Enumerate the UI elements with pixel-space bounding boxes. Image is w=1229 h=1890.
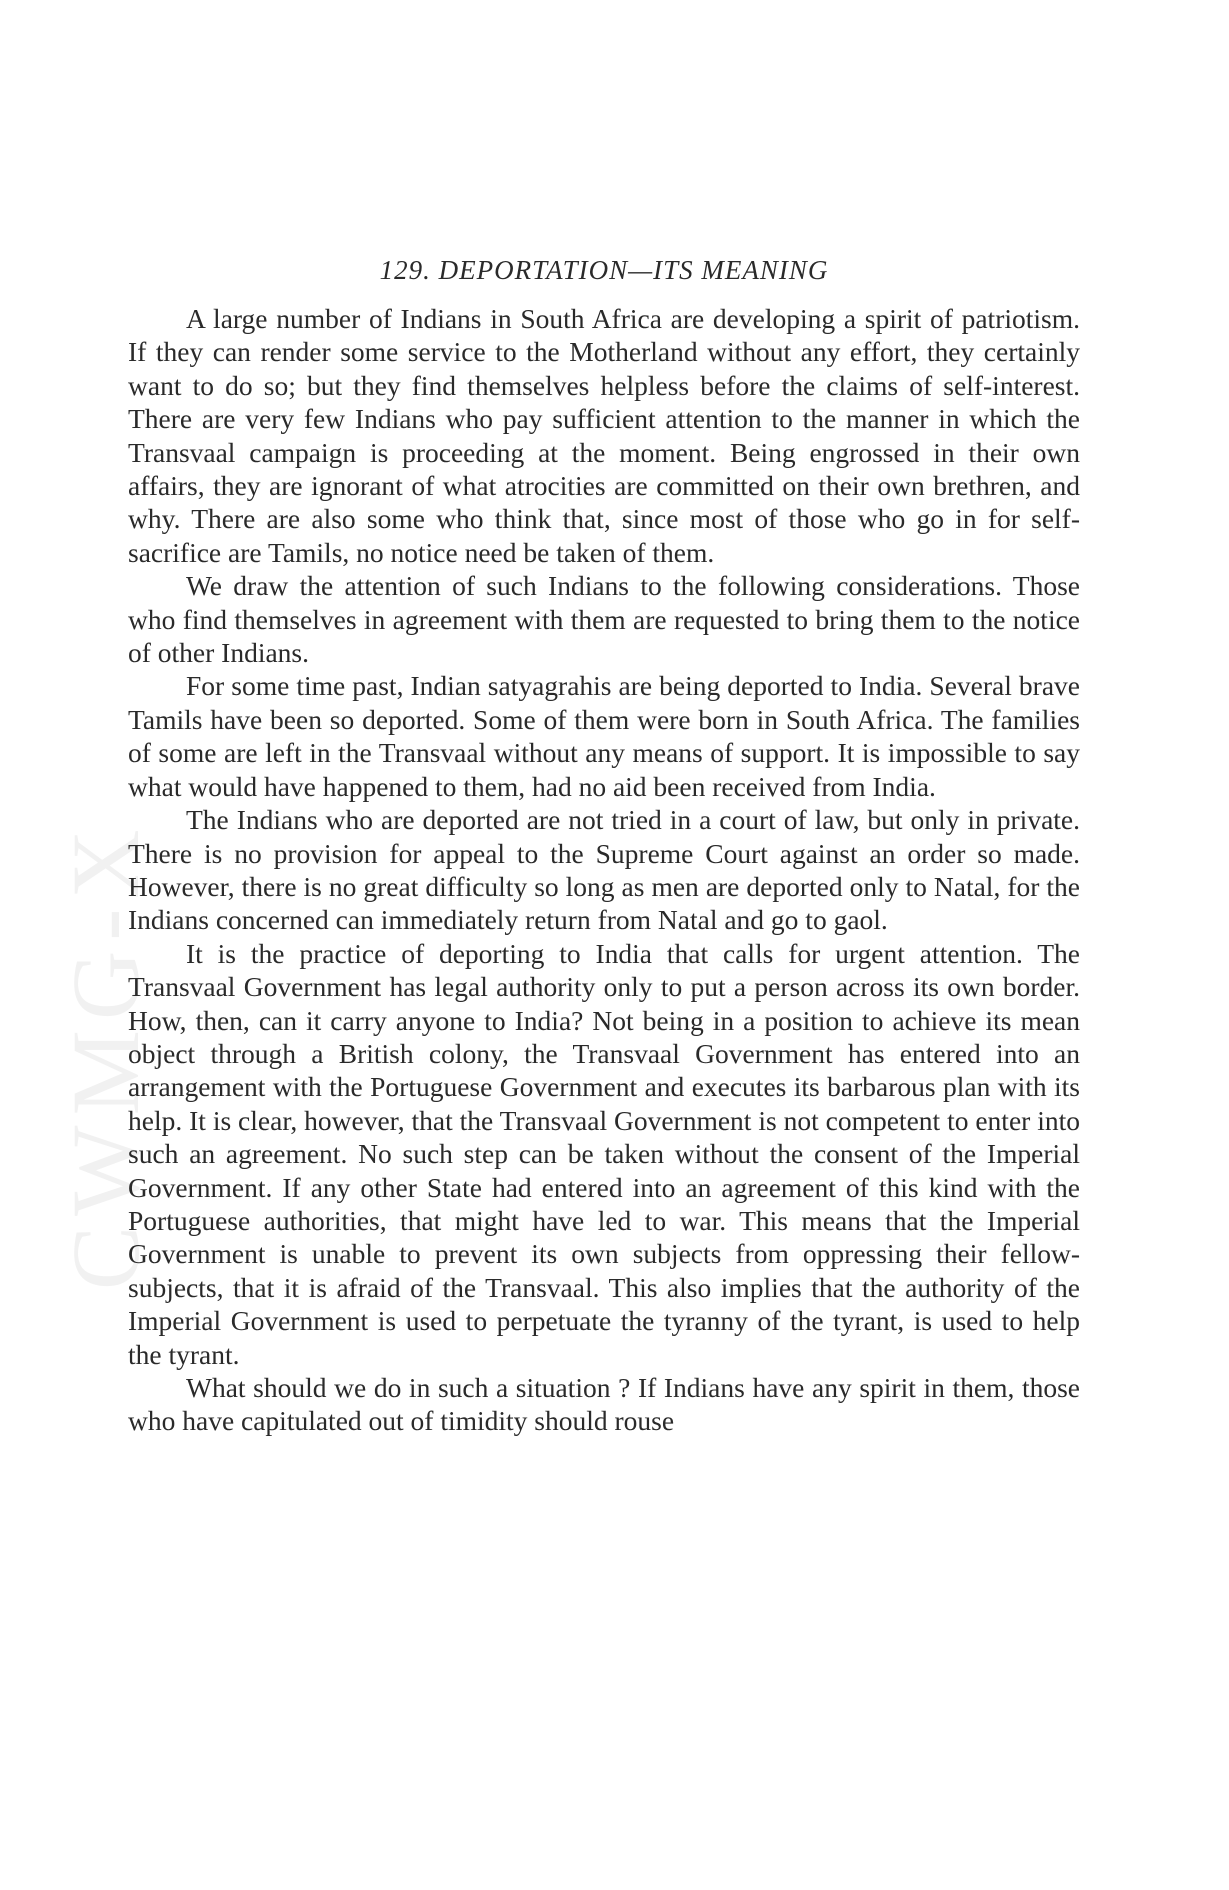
paragraph-2: We draw the attention of such Indians to the following considerations. Those who find themselves in agreement with them are requested to bring them to the notice of other Indians. [128, 570, 1080, 669]
paragraph-4: The Indians who are deported are not tried in a court of law, but only in private. There is no provision for appeal to the Supreme Court against an order so made. However, there is no great difficulty so long as men are deported only to Natal, for the Indians concerned can immediately return from Natal and go to gaol. [128, 804, 1080, 936]
article-body [128, 248, 1080, 1438]
watermark: CWMG-X [52, 819, 159, 1290]
article-heading: 129. DEPORTATION—ITS MEANING [379, 255, 829, 285]
paragraph-5: It is the practice of deporting to India that calls for urgent attention. The Transvaal Government has legal authority only to put a person across its own border. How, then, can it carry anyone to India? Not being in a position to achieve its mean object through a British colony, the Transvaal Government has entered into an arrangement with the Portuguese Government and executes its barbarous plan with its help. It is clear, however, that the Transvaal Government is not competent to enter into such an agreement. No such step can be taken without the consent of the Imperial Government. If any other State had entered into an agreement of this kind with the Portuguese authorities, that might have led to war. This means that the Imperial Government is unable to prevent its own subjects from oppressing their fellow-subjects, that it is afraid of the Transvaal. This also implies that the authority of the Imperial Government is used to perpetuate the tyranny of the tyrant, is used to help the tyrant. [128, 937, 1080, 1370]
paragraph-3: For some time past, Indian satyagrahis are being deported to India. Several brave Tamils have been so deported. Some of them were born in South Africa. The families of some are left in the Transvaal without any means of support. It is impossible to say what would have happened to them, had no aid been received from India. [128, 670, 1080, 802]
paragraph-1: A large number of Indians in South Africa are developing a spirit of patriotism. If they can render some service to the Motherland without any effort, they certainly want to do so; but they find themselves helpless before the claims of self-interest. There are very few Indians who pay sufficient attention to the manner in which the Transvaal campaign is proceeding at the moment. Being engrossed in their own affairs, they are ignorant of what atrocities are committed on their own brethren, and why. There are also some who think that, since most of those who go in for self-sacrifice are Tamils, no notice need be taken of them. [128, 303, 1080, 568]
paragraph-6: What should we do in such a situation ? If Indians have any spirit in them, those who have capitulated out of timidity should rouse [128, 1372, 1080, 1437]
